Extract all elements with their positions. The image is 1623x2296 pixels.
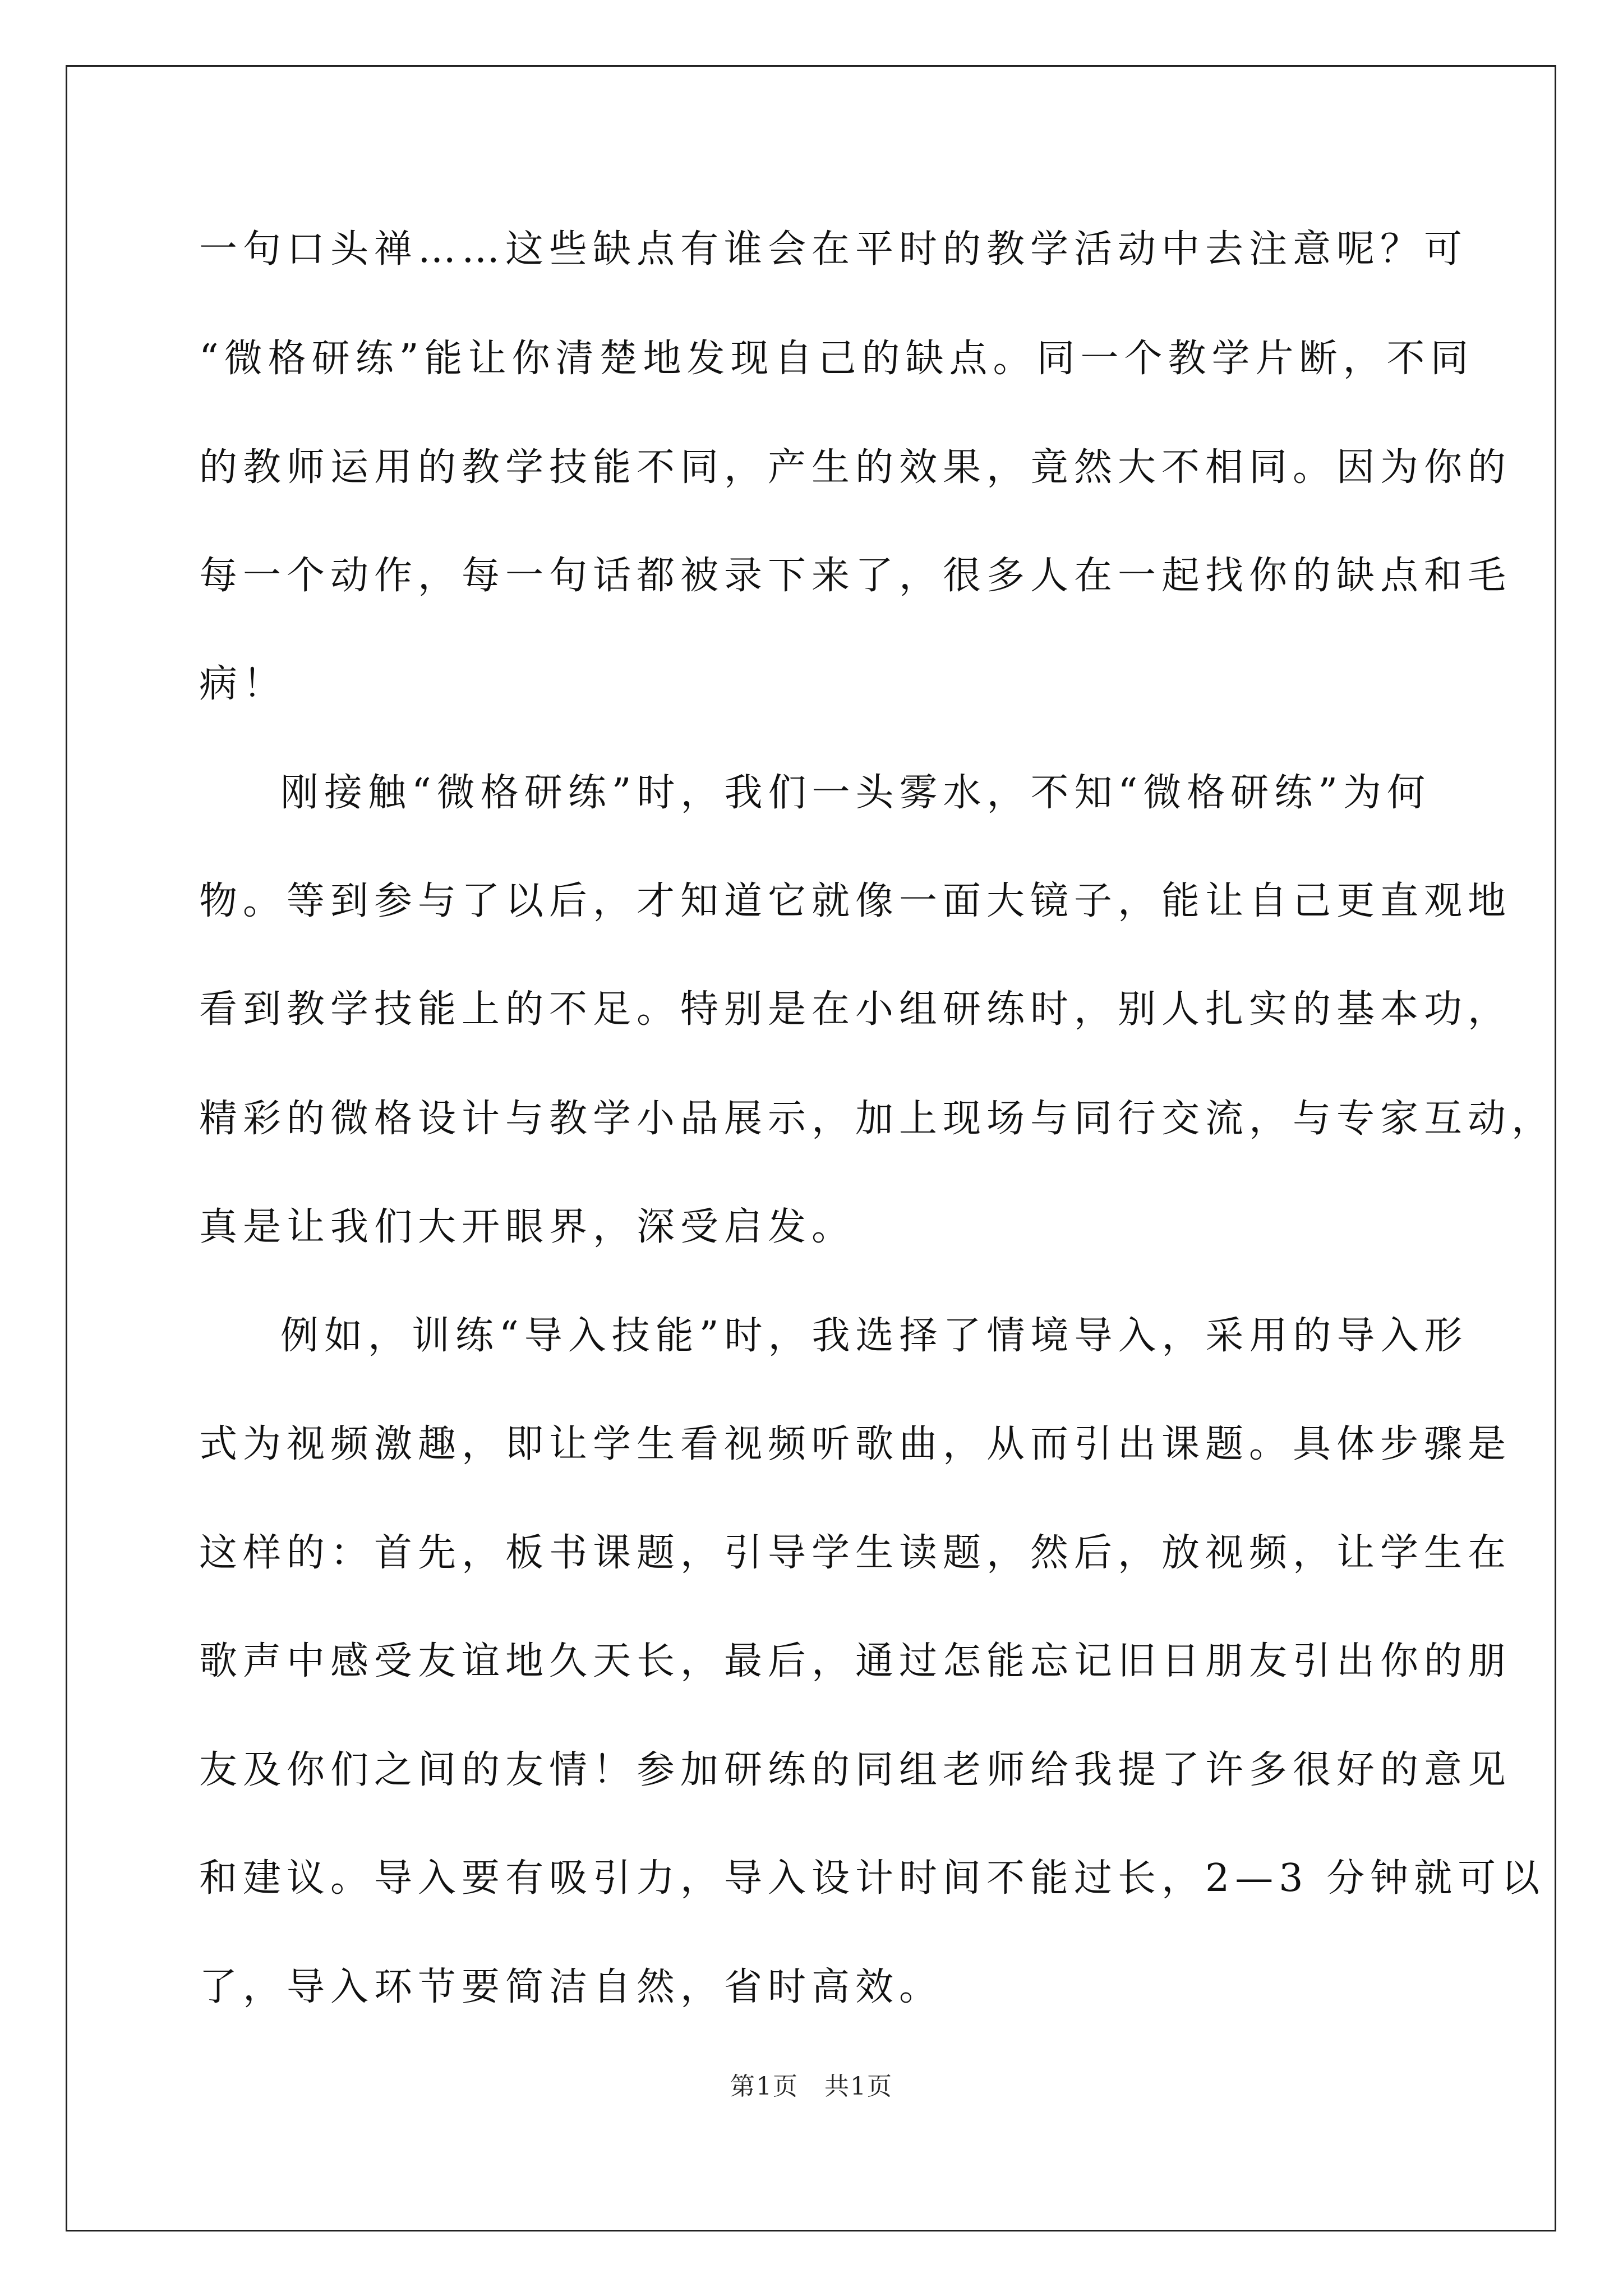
text-line: 了，导入环节要简洁自然，省时高效。 <box>199 1965 943 2009</box>
text-line: 友及你们之间的友情！参加研练的同组老师给我提了许多很好的意见 <box>199 1748 1512 1792</box>
text-line: 物。等到参与了以后，才知道它就像一面大镜子，能让自己更直观地 <box>199 879 1512 923</box>
page-number-footer: 第1页 共1页 <box>730 2072 893 2101</box>
text-line: 歌声中感受友谊地久天长，最后，通过怎能忘记旧日朋友引出你的朋 <box>199 1639 1512 1683</box>
text-line: 每一个动作，每一句话都被录下来了，很多人在一起找你的缺点和毛 <box>199 554 1512 598</box>
text-line: 这样的：首先，板书课题，引导学生读题，然后，放视频，让学生在 <box>199 1531 1512 1575</box>
text-line: 病！ <box>199 662 287 706</box>
text-line: 式为视频激趣，即让学生看视频听歌曲，从而引出课题。具体步骤是 <box>199 1422 1512 1466</box>
text-line: 精彩的微格设计与教学小品展示，加上现场与同行交流，与专家互动， <box>199 1097 1556 1141</box>
text-line: 看到教学技能上的不足。特别是在小组研练时，别人扎实的基本功， <box>199 987 1512 1032</box>
paragraph-first-line: 刚接触“微格研练”时，我们一头雾水，不知“微格研练”为何 <box>280 771 1431 815</box>
text-line: 真是让我们大开眼界，深受启发。 <box>199 1205 856 1249</box>
text-line: 的教师运用的教学技能不同，产生的效果，竟然大不相同。因为你的 <box>199 445 1512 490</box>
text-line: 和建议。导入要有吸引力，导入设计时间不能过长，2—3 分钟就可以 <box>199 1856 1546 1901</box>
text-line: 一句口头禅……这些缺点有谁会在平时的教学活动中去注意呢？可 <box>199 227 1468 272</box>
paragraph-first-line: 例如，训练“导入技能”时，我选择了情境导入，采用的导入形 <box>280 1314 1468 1358</box>
text-line: “微格研练”能让你清楚地发现自己的缺点。同一个教学片断，不同 <box>199 337 1474 381</box>
